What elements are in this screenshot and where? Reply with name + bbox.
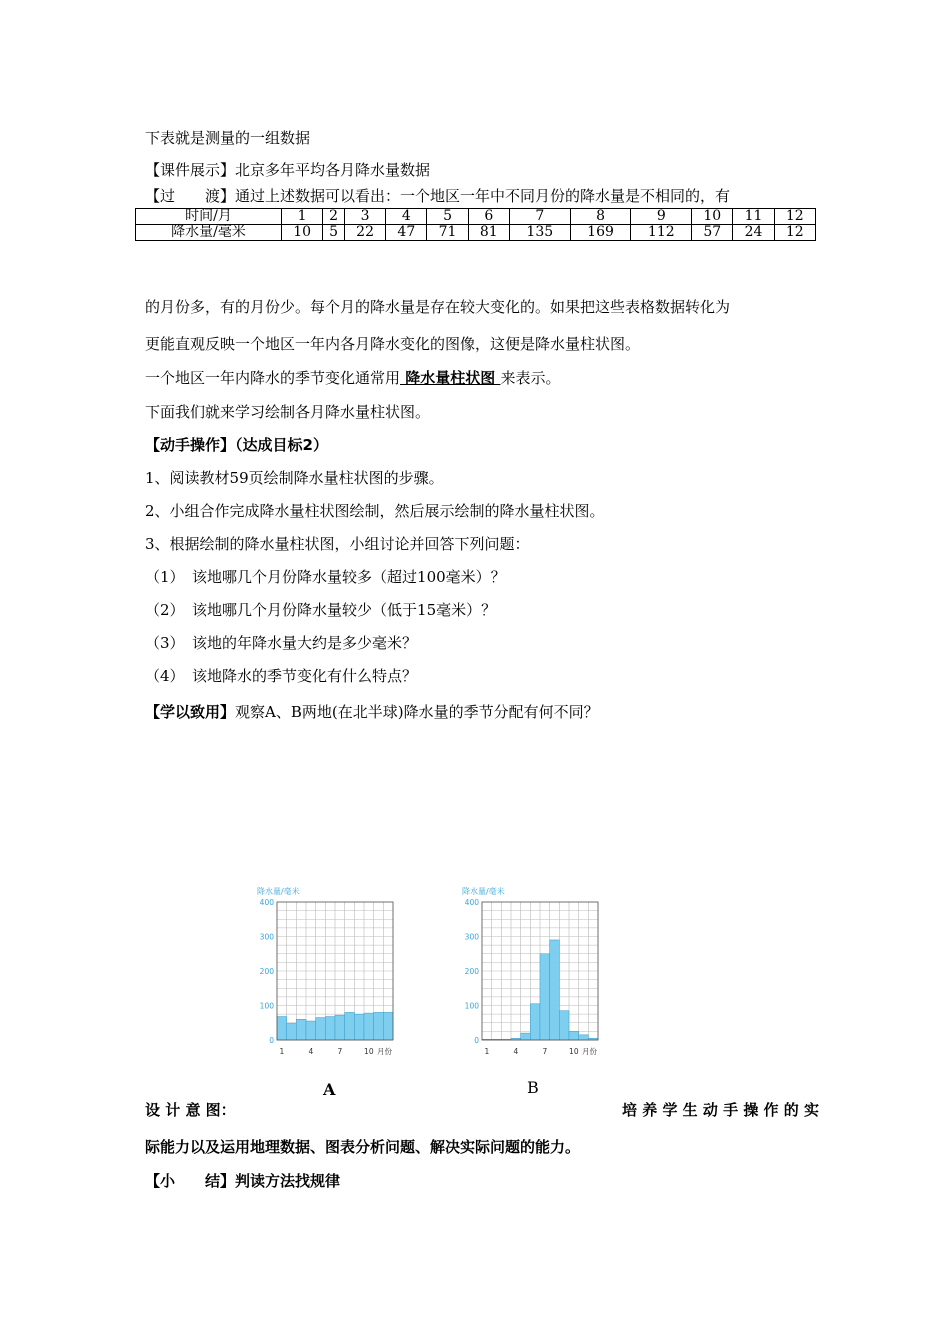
question-item: （4） 该地降水的季节变化有什么特点？ (145, 667, 418, 685)
x-tick-label: 7 (337, 1047, 343, 1056)
summary-line: 【小 结】判读方法找规律 (145, 1172, 341, 1190)
courseware-tag: 【课件展示】 (145, 161, 236, 179)
paragraph-line: 更能直观反映一个地区一年内各月降水变化的图像，这便是降水量柱状图。 (145, 335, 641, 353)
chart-b-label: B (527, 1078, 539, 1097)
courseware-text: 北京多年平均各月降水量数据 (235, 161, 431, 179)
bar (306, 1021, 316, 1040)
table-cell: 22 (344, 225, 385, 241)
table-cell: 8 (570, 209, 631, 225)
table-cell: 24 (733, 225, 774, 241)
fill-blank-answer: 降水量柱状图 (400, 369, 501, 387)
x-tick-label: 4 (308, 1047, 314, 1056)
table-cell: 12 (774, 209, 815, 225)
chart-a-label: A (323, 1080, 336, 1099)
table-row-month (136, 209, 816, 225)
question-item: （3） 该地的年降水量大约是多少毫米？ (145, 634, 418, 652)
table-cell: 12 (774, 225, 815, 241)
question-item: （2） 该地哪几个月份降水量较少（低于15毫米）？ (145, 601, 497, 619)
fill-blank-pre: 一个地区一年内降水的季节变化通常用 (145, 369, 401, 387)
apply-line (145, 702, 599, 722)
bar (550, 940, 560, 1040)
table-cell: 112 (631, 225, 692, 241)
bar (559, 1011, 569, 1040)
y-axis-title: 降水量/毫米 (462, 887, 505, 896)
bar (277, 1017, 287, 1040)
bar (354, 1014, 364, 1040)
apply-text: 观察A、B两地(在北半球)降水量的季节分配有何不同？ (235, 703, 599, 721)
table-cell: 57 (692, 225, 733, 241)
x-tick-label: 1 (484, 1047, 490, 1056)
apply-tag: 【学以致用】 (145, 703, 236, 721)
x-axis-title: 月份 (377, 1047, 392, 1056)
table-cell: 3 (344, 209, 385, 225)
bar (335, 1015, 345, 1040)
table-row-rainfall (136, 225, 816, 241)
x-tick-label: 10 (569, 1047, 579, 1056)
y-axis-title: 降水量/毫米 (257, 887, 300, 896)
y-tick-label: 300 (259, 932, 274, 942)
table-cell: 时间/月 (136, 209, 282, 225)
y-tick-label: 200 (259, 967, 274, 976)
table-cell: 10 (692, 209, 733, 225)
fill-blank-post: 来表示。 (500, 369, 561, 387)
y-tick-label: 300 (464, 932, 479, 942)
table-cell: 135 (509, 225, 570, 241)
fill-blank-line (145, 368, 560, 388)
design-intent-label: 设 计 意 图： (145, 1101, 236, 1119)
x-tick-label: 10 (364, 1047, 374, 1056)
bar (287, 1023, 297, 1040)
bar (325, 1017, 335, 1040)
y-tick-label: 100 (464, 1001, 479, 1011)
x-axis-title: 月份 (582, 1047, 597, 1056)
table-cell: 9 (631, 209, 692, 225)
table-cell: 11 (733, 209, 774, 225)
bar (540, 954, 550, 1040)
bar (364, 1013, 374, 1040)
paragraph-line: 的月份多，有的月份少。每个月的降水量是存在较大变化的。如果把这些表格数据转化为 (145, 298, 731, 316)
intro-line: 下表就是测量的一组数据 (145, 129, 311, 147)
bar (345, 1012, 355, 1040)
x-tick-label: 7 (542, 1047, 548, 1056)
table-cell: 2 (323, 209, 345, 225)
y-tick-label: 0 (474, 1036, 479, 1045)
bar (296, 1019, 306, 1040)
table-cell: 10 (282, 225, 323, 241)
bar (521, 1033, 531, 1040)
table-cell: 5 (323, 225, 345, 241)
table-cell: 6 (468, 209, 509, 225)
transition-line (145, 186, 730, 206)
chart-b (460, 884, 610, 1059)
section-heading: 【动手操作】（达成目标2） (145, 436, 328, 454)
table-cell: 1 (282, 209, 323, 225)
table-cell: 169 (570, 225, 631, 241)
x-tick-label: 4 (513, 1047, 519, 1056)
courseware-line (145, 160, 430, 180)
y-tick-label: 400 (259, 898, 274, 907)
y-tick-label: 100 (259, 1001, 274, 1011)
chart-a (255, 884, 405, 1059)
bar (383, 1012, 393, 1040)
y-tick-label: 0 (269, 1036, 274, 1045)
design-intent-text-cont: 际能力以及运用地理数据、图表分析问题、解决实际问题的能力。 (145, 1138, 581, 1156)
question-item: （1） 该地哪几个月份降水量较多（超过100毫米）？ (145, 568, 506, 586)
step-item: 1、阅读教材59页绘制降水量柱状图的步骤。 (145, 469, 444, 487)
table-cell: 81 (468, 225, 509, 241)
bar (569, 1031, 579, 1040)
table-cell: 5 (427, 209, 468, 225)
paragraph-line: 下面我们就来学习绘制各月降水量柱状图。 (145, 403, 431, 421)
table-cell: 降水量/毫米 (136, 225, 282, 241)
bar (374, 1012, 384, 1040)
x-tick-label: 1 (279, 1047, 285, 1056)
table-cell: 47 (386, 225, 427, 241)
bar (530, 1004, 540, 1040)
y-tick-label: 400 (464, 898, 479, 907)
rainfall-table (135, 208, 816, 241)
bar (579, 1035, 589, 1040)
y-tick-label: 200 (464, 967, 479, 976)
transition-tag: 【过 渡】 (145, 187, 236, 205)
step-item: 2、小组合作完成降水量柱状图绘制，然后展示绘制的降水量柱状图。 (145, 502, 605, 520)
step-item: 3、根据绘制的降水量柱状图，小组讨论并回答下列问题： (145, 535, 530, 553)
design-intent-text: 培 养 学 生 动 手 操 作 的 实 (622, 1101, 820, 1119)
table-cell: 71 (427, 225, 468, 241)
table-cell: 7 (509, 209, 570, 225)
transition-text: 通过上述数据可以看出：一个地区一年中不同月份的降水量是不相同的，有 (235, 187, 731, 205)
table-cell: 4 (386, 209, 427, 225)
bar (316, 1018, 326, 1040)
